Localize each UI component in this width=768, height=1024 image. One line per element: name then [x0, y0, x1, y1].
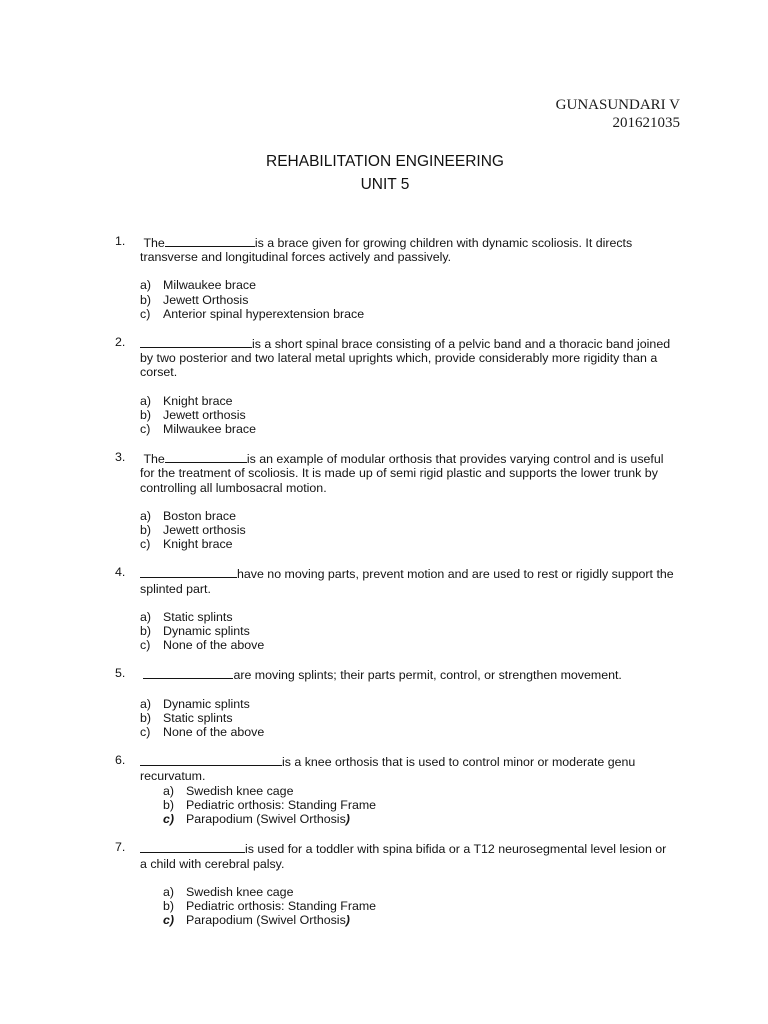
option-item	[140, 408, 675, 422]
option-item	[140, 624, 675, 638]
option-letter: b)	[140, 710, 152, 725]
question-text	[140, 666, 675, 682]
option-text: Jewett orthosis	[163, 523, 246, 538]
question-body: have no moving parts, prevent motion and are used to rest or rigidly support the splinted part.	[140, 567, 674, 596]
option-letter: a)	[163, 884, 175, 899]
option-text: Milwaukee brace	[163, 278, 256, 293]
option-letter: c)	[163, 812, 175, 827]
option-text: None of the above	[163, 725, 265, 740]
option-item	[140, 537, 675, 551]
option-suffix: )	[345, 913, 350, 928]
option-list	[163, 885, 675, 928]
option-item	[163, 812, 675, 826]
option-letter: a)	[140, 609, 152, 624]
option-item	[163, 784, 675, 798]
option-letter: b)	[163, 898, 175, 913]
option-letter: c)	[140, 422, 151, 437]
option-item	[140, 394, 675, 408]
answer-blank	[140, 753, 282, 766]
option-text: Jewett Orthosis	[163, 292, 249, 307]
option-item	[163, 913, 675, 927]
option-text: Dynamic splints	[163, 624, 250, 639]
option-list	[140, 394, 675, 437]
answer-blank	[140, 565, 237, 578]
question-7	[115, 840, 675, 927]
question-number: 1.	[115, 234, 126, 248]
option-text: Milwaukee brace	[163, 422, 256, 437]
question-body: is an example of modular orthosis that provides varying control and is useful for the treatment of scoliosis. It is made up of semi rigid plastic and supports the lower trunk by controlling all lumbosacral motion.	[140, 452, 664, 495]
option-text: Dynamic splints	[163, 696, 250, 711]
option-text: Swedish knee cage	[186, 884, 294, 899]
author-block	[556, 96, 680, 132]
option-list	[140, 278, 675, 321]
option-suffix: )	[345, 812, 350, 827]
option-text: Boston brace	[163, 508, 237, 523]
question-5	[115, 666, 675, 739]
option-item	[140, 638, 675, 652]
option-letter: a)	[140, 393, 152, 408]
question-number: 6.	[115, 753, 126, 768]
question-number: 4.	[115, 565, 126, 580]
option-item	[140, 725, 675, 739]
question-lead: The	[143, 236, 165, 250]
question-3	[115, 450, 675, 551]
question-number: 7.	[115, 840, 126, 855]
option-item	[140, 711, 675, 725]
option-item	[140, 610, 675, 624]
answer-blank	[165, 450, 247, 463]
question-text	[140, 450, 675, 495]
option-text: Anterior spinal hyperextension brace	[163, 306, 365, 321]
question-6	[115, 753, 675, 826]
question-1	[115, 234, 675, 321]
question-number: 3.	[115, 450, 126, 465]
option-item	[140, 509, 675, 523]
option-letter: c)	[163, 913, 175, 928]
option-item	[140, 307, 675, 321]
option-item	[140, 293, 675, 307]
option-item	[163, 899, 675, 913]
option-letter: b)	[140, 292, 152, 307]
question-2	[115, 335, 675, 436]
option-text: Knight brace	[163, 393, 233, 408]
option-item	[140, 278, 675, 292]
option-letter: a)	[140, 278, 152, 293]
option-letter: b)	[140, 523, 152, 538]
document-title: REHABILITATION ENGINEERING	[266, 153, 504, 170]
option-list	[163, 784, 675, 827]
option-list	[140, 509, 675, 552]
option-text: Pediatric orthosis: Standing Frame	[186, 898, 377, 913]
question-text	[140, 335, 675, 380]
option-letter: b)	[140, 624, 152, 639]
question-number: 2.	[115, 335, 126, 350]
option-item	[140, 697, 675, 711]
question-body: is a knee orthosis that is used to control minor or moderate genu recurvatum.	[140, 755, 636, 784]
option-text: None of the above	[163, 638, 265, 653]
option-item	[140, 422, 675, 436]
question-4	[115, 565, 675, 652]
question-text	[140, 565, 675, 595]
answer-blank	[143, 666, 233, 679]
question-body: is used for a toddler with spina bifida or a T12 neurosegmental level lesion or a child with cerebral palsy.	[140, 842, 667, 871]
question-lead: The	[143, 452, 165, 467]
option-text: Swedish knee cage	[186, 783, 294, 798]
option-letter: c)	[140, 725, 151, 740]
option-item	[140, 523, 675, 537]
option-text: Static splints	[163, 710, 233, 725]
question-text	[140, 840, 675, 870]
option-letter: c)	[140, 306, 151, 321]
question-body: is a brace given for growing children with dynamic scoliosis. It directs transverse and longitudinal forces actively and passively.	[140, 236, 633, 265]
option-letter: c)	[140, 537, 151, 552]
option-item	[163, 798, 675, 812]
title-block	[1, 150, 768, 196]
option-letter: a)	[140, 696, 152, 711]
option-item	[163, 885, 675, 899]
option-text: Knight brace	[163, 537, 233, 552]
answer-blank	[140, 335, 252, 348]
author-id: 201621035	[612, 115, 680, 131]
question-text	[140, 753, 675, 783]
option-text: Parapodium (Swivel Orthosis	[186, 913, 346, 928]
question-list	[115, 234, 675, 927]
option-text: Static splints	[163, 609, 233, 624]
author-name: GUNASUNDARI V	[555, 97, 680, 113]
question-text	[140, 234, 675, 264]
option-letter: a)	[163, 783, 175, 798]
answer-blank	[165, 234, 255, 247]
option-list	[140, 697, 675, 740]
question-number: 5.	[115, 666, 126, 681]
question-body: are moving splints; their parts permit, control, or strengthen movement.	[233, 668, 622, 683]
option-list	[140, 610, 675, 653]
document-subtitle: UNIT 5	[360, 176, 410, 193]
option-letter: b)	[140, 407, 152, 422]
option-letter: b)	[163, 797, 175, 812]
option-text: Pediatric orthosis: Standing Frame	[186, 797, 377, 812]
option-text: Jewett orthosis	[163, 407, 246, 422]
option-letter: a)	[140, 508, 152, 523]
question-body: is a short spinal brace consisting of a pelvic band and a thoracic band joined by two posterior and two lateral metal uprights which, provide considerably more rigidity than a corset.	[140, 337, 671, 380]
option-text: Parapodium (Swivel Orthosis	[186, 812, 346, 827]
option-letter: c)	[140, 638, 151, 653]
answer-blank	[140, 840, 245, 853]
